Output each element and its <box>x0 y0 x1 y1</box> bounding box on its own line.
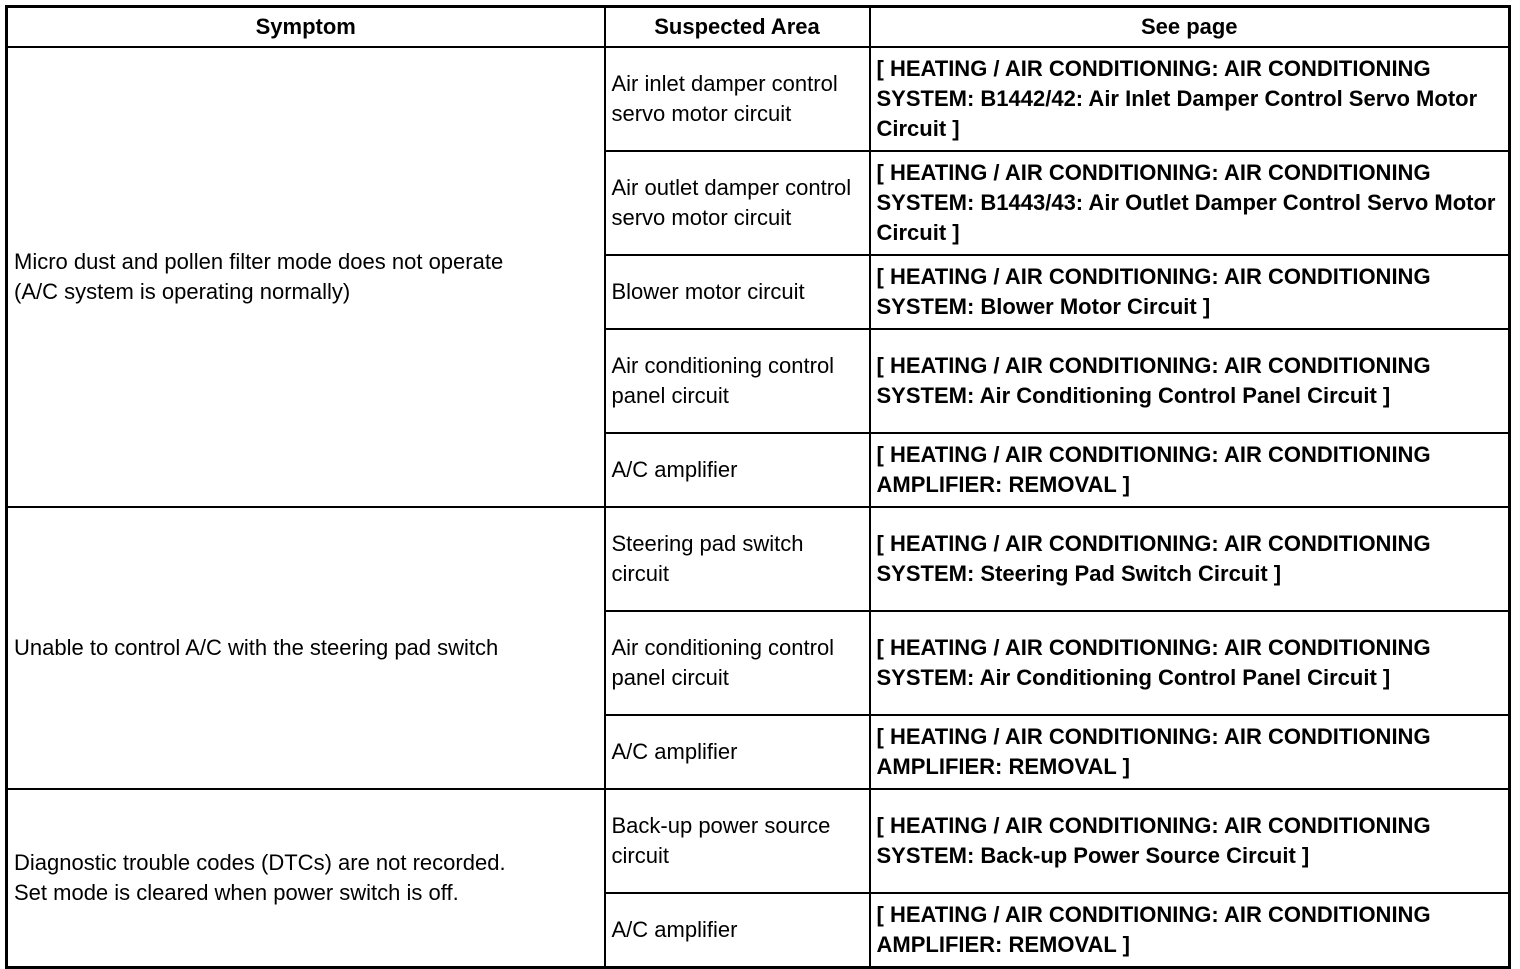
suspected-area-cell: A/C amplifier <box>605 433 870 507</box>
header-suspected-area: Suspected Area <box>605 7 870 48</box>
table-row <box>7 47 1510 151</box>
suspected-area-cell: Air inlet damper control servo motor circuit <box>605 47 870 151</box>
see-page-cell: [ HEATING / AIR CONDITIONING: AIR CONDITIONING SYSTEM: B1442/42: Air Inlet Damper Control Servo Motor Circuit ] <box>870 47 1510 151</box>
suspected-area-cell: A/C amplifier <box>605 715 870 789</box>
see-page-cell: [ HEATING / AIR CONDITIONING: AIR CONDITIONING SYSTEM: Air Conditioning Control Panel Circuit ] <box>870 329 1510 433</box>
see-page-cell: [ HEATING / AIR CONDITIONING: AIR CONDITIONING SYSTEM: Back-up Power Source Circuit ] <box>870 789 1510 893</box>
see-page-cell: [ HEATING / AIR CONDITIONING: AIR CONDITIONING AMPLIFIER: REMOVAL ] <box>870 715 1510 789</box>
symptom-cell: Unable to control A/C with the steering pad switch <box>7 507 605 789</box>
suspected-area-cell: Air conditioning control panel circuit <box>605 611 870 715</box>
see-page-cell: [ HEATING / AIR CONDITIONING: AIR CONDITIONING SYSTEM: Air Conditioning Control Panel Circuit ] <box>870 611 1510 715</box>
see-page-cell: [ HEATING / AIR CONDITIONING: AIR CONDITIONING AMPLIFIER: REMOVAL ] <box>870 893 1510 968</box>
suspected-area-cell: Blower motor circuit <box>605 255 870 329</box>
suspected-area-cell: Steering pad switch circuit <box>605 507 870 611</box>
see-page-cell: [ HEATING / AIR CONDITIONING: AIR CONDITIONING SYSTEM: B1443/43: Air Outlet Damper Control Servo Motor Circuit ] <box>870 151 1510 255</box>
see-page-cell: [ HEATING / AIR CONDITIONING: AIR CONDITIONING SYSTEM: Blower Motor Circuit ] <box>870 255 1510 329</box>
see-page-cell: [ HEATING / AIR CONDITIONING: AIR CONDITIONING SYSTEM: Steering Pad Switch Circuit ] <box>870 507 1510 611</box>
table-row <box>7 507 1510 611</box>
suspected-area-cell: A/C amplifier <box>605 893 870 968</box>
header-see-page: See page <box>870 7 1510 48</box>
suspected-area-cell: Back-up power source circuit <box>605 789 870 893</box>
symptom-table <box>5 5 1511 969</box>
header-row <box>7 7 1510 48</box>
see-page-cell: [ HEATING / AIR CONDITIONING: AIR CONDITIONING AMPLIFIER: REMOVAL ] <box>870 433 1510 507</box>
symptom-cell: Micro dust and pollen filter mode does not operate (A/C system is operating normally) <box>7 47 605 507</box>
header-symptom: Symptom <box>7 7 605 48</box>
suspected-area-cell: Air outlet damper control servo motor circuit <box>605 151 870 255</box>
suspected-area-cell: Air conditioning control panel circuit <box>605 329 870 433</box>
symptom-cell: Diagnostic trouble codes (DTCs) are not recorded. Set mode is cleared when power switch is off. <box>7 789 605 968</box>
table-row <box>7 789 1510 893</box>
